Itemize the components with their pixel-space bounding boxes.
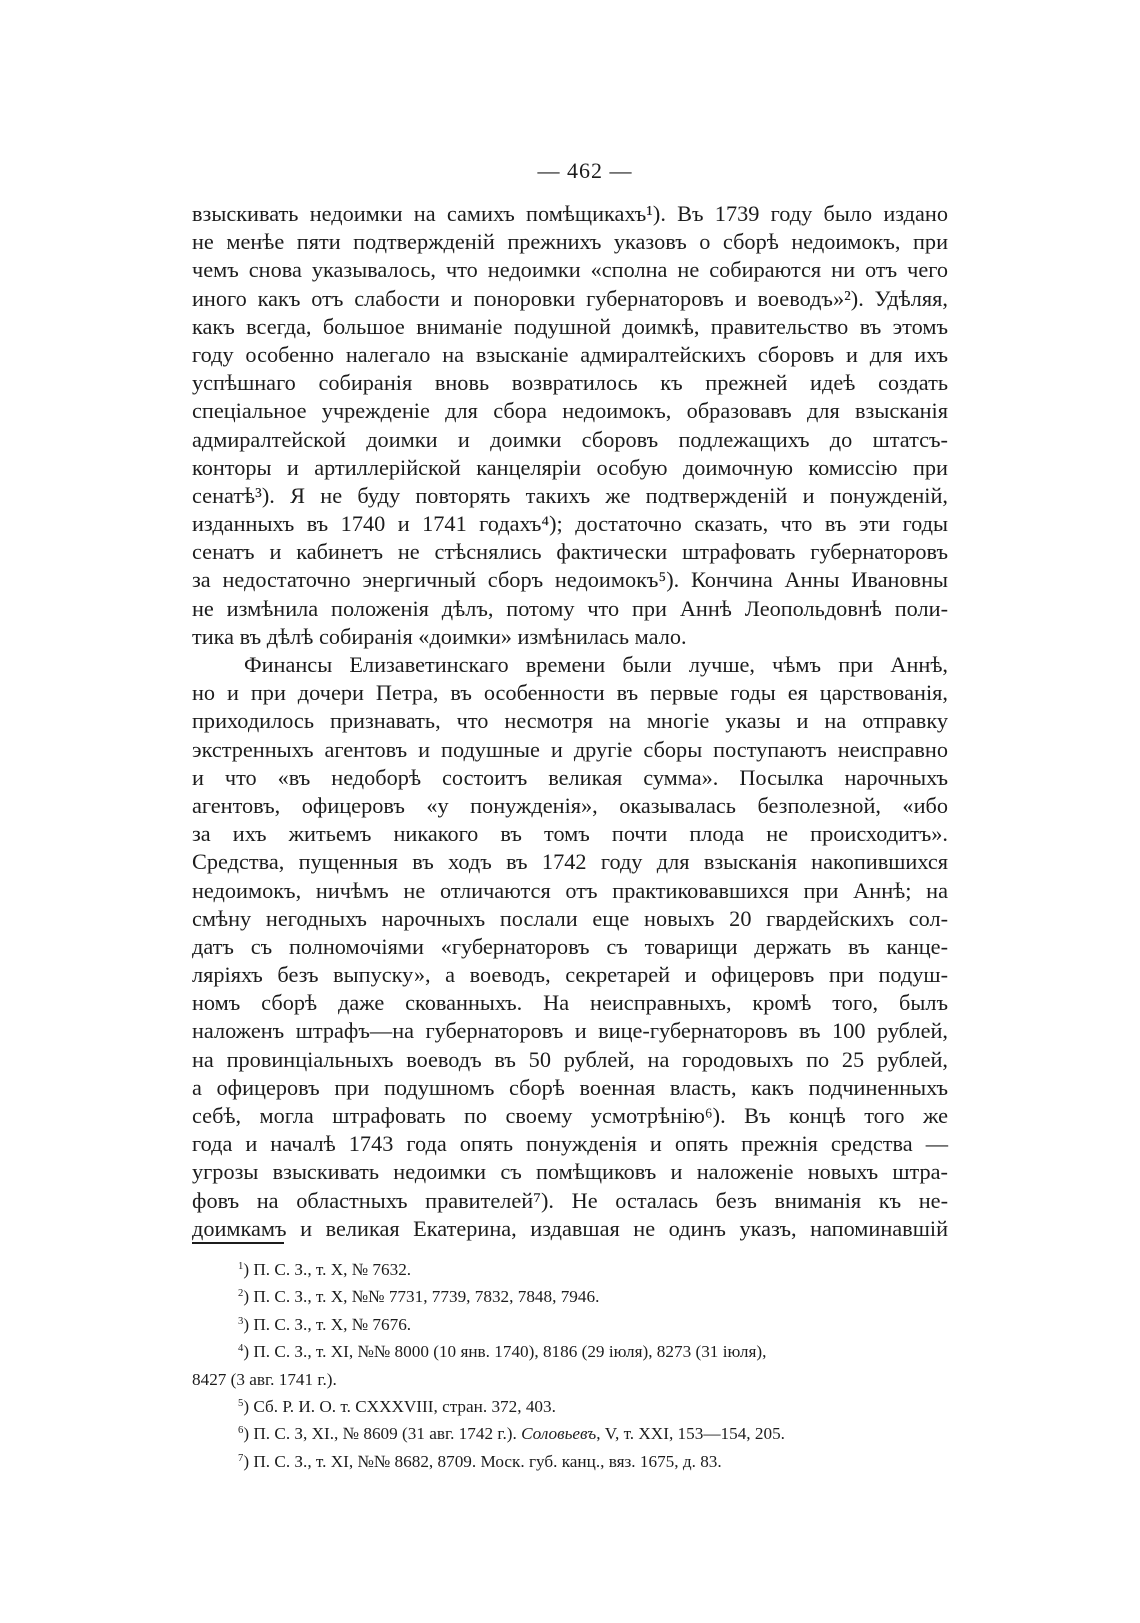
text-line: иного какъ отъ слабости и понорoвки губернаторовъ и воеводъ»²). Удѣляя,: [192, 285, 948, 311]
footnote-mark: 2: [238, 1288, 244, 1300]
footnote: $^6$) П. С. З, XI., № 8609 (31 авг. 1742 г.). Соловьевъ, V, т. XXI, 153—154, 205.: [238, 1424, 785, 1444]
text-line: на провинціальныхъ воеводъ въ 50 рублей, на городовыхъ по 25 рублей,: [192, 1046, 948, 1072]
text-line: конторы и артиллерійской канцеляріи особую доимочную комиссію при: [192, 454, 948, 480]
footnote: $^5$) Сб. Р. И. О. т. CXXXVIII, стран. 372, 403.: [238, 1396, 556, 1416]
text-line: Финансы Елизаветинскаго времени были лучше, чѣмъ при Аннѣ,: [244, 652, 948, 677]
footnote-text: П. С. З., т. X, № 7676.: [253, 1314, 412, 1334]
text-line: году особенно налегало на взысканіе адмиралтейскихъ сборовъ и для ихъ: [192, 341, 948, 367]
footnote: $^3$) П. С. З., т. X, № 7676.: [238, 1314, 412, 1334]
footnote-mark: 3: [238, 1315, 244, 1327]
footnote-mark: 1: [238, 1261, 244, 1273]
text-line: года и началѣ 1743 года опять понужденія и опять прежнія средства —: [192, 1131, 948, 1157]
text-line: не менѣе пяти подтвержденій прежнихъ указовъ о сборѣ недоимокъ, при: [192, 229, 948, 255]
footnote-mark: 4: [238, 1343, 244, 1355]
text-line: а офицеровъ при подушномъ сборѣ военная власть, какъ подчиненныхъ: [192, 1074, 948, 1100]
footnote-text: , V, т. XXI, 153—154, 205.: [596, 1424, 785, 1444]
footnote-mark: 7: [238, 1452, 244, 1464]
text-line: адмиралтейской доимки и доимки сборовъ подлежащихъ до штатсъ-: [192, 426, 948, 452]
text-line: Средства, пущенныя въ ходъ въ 1742 году для взысканія накопившихся: [192, 849, 948, 875]
footnote-text: П. С. З., т. X, № 7632.: [253, 1260, 412, 1279]
text-line: доимкамъ и великая Екатерина, издавшая не одинъ указъ, напоминавшій: [192, 1215, 948, 1241]
text-line: себѣ, могла штрафовать по своему усмотрѣнію⁶). Въ концѣ того же: [192, 1103, 948, 1128]
text-line: угрозы взыскивать недоимки съ помѣщиковъ и наложеніе новыхъ штра-: [192, 1159, 948, 1185]
text-line: наложенъ штрафъ—на губернаторовъ и вице-губернаторовъ въ 100 рублей,: [192, 1018, 948, 1044]
footnote: $^7$) П. С. З., т. XI, №№ 8682, 8709. Моск. губ. канц., вяз. 1675, д. 83.: [238, 1451, 722, 1471]
footnote-mark: 6: [238, 1425, 244, 1437]
text-line: чемъ снова указывалось, что недоимки «сполна не собираются ни отъ чего: [192, 257, 948, 283]
text-line: но и при дочери Петра, въ особенности въ первые годы ея царствованія,: [192, 680, 948, 706]
text-line: приходилось признавать, что несмотря на многіе указы и на отправку: [192, 708, 948, 734]
text-line: ляріяхъ безъ выпуску», а воеводъ, секретарей и офицеровъ при подуш-: [192, 962, 948, 988]
text-line: датъ съ полномочіями «губернаторовъ съ товарищи держать въ канце-: [192, 933, 948, 959]
text-line: какъ всегда, большое вниманіе подушной доимкѣ, правительство въ этомъ: [192, 313, 948, 339]
text-line: взыскивать недоимки на самихъ помѣщикахъ¹). Въ 1739 году было издано: [192, 201, 948, 226]
text-line: сенатѣ³). Я не буду повторять такихъ же подтвержденій и понужденій,: [192, 482, 948, 508]
text-line: сенатъ и кабинетъ не стѣснялись фактически штрафовать губернаторовъ: [192, 539, 948, 565]
footnote-continuation: [192, 1366, 948, 1393]
page-number: — 462 —: [537, 158, 633, 183]
text-line: недоимокъ, ничѣмъ не отличаются отъ практиковавшихся при Аннѣ; на: [192, 877, 948, 903]
text-line: тика въ дѣлѣ собиранія «доимки» измѣнилась мало.: [192, 623, 687, 649]
footnote-text: Сб. Р. И. О. т. CXXXVIII, стран. 372, 403.: [253, 1396, 556, 1416]
footnotes: [192, 1256, 948, 1475]
text-line: смѣну негодныхъ нарочныхъ послали еще новыхъ 20 гвардейскихъ сол-: [192, 905, 948, 931]
footnote-divider: [192, 1242, 284, 1244]
main-text: [192, 200, 948, 1243]
footnote-mark: 5: [238, 1398, 244, 1410]
footnote: $^2$) П. С. З., т. X, №№ 7731, 7739, 7832, 7848, 7946.: [238, 1287, 600, 1307]
footnote: $^4$) П. С. З., т. XI, №№ 8000 (10 янв. 1740), 8186 (29 іюля), 8273 (31 іюля),: [238, 1342, 767, 1362]
text-line: за ихъ житьемъ никакого въ томъ почти плода не происходитъ».: [192, 821, 948, 847]
footnote-text: П. С. З., т. X, №№ 7731, 7739, 7832, 7848, 7946.: [253, 1287, 600, 1307]
text-line: спеціальное учрежденіе для сбора недоимокъ, образовавъ для взысканія: [192, 398, 948, 424]
paragraph-1: [192, 200, 948, 651]
text-line: агентовъ, офицеровъ «у понужденія», оказывалась безполезной, «ибо: [192, 792, 948, 818]
footnote-text: П. С. З., т. XI, №№ 8000 (10 янв. 1740), 8186 (29 іюля), 8273 (31 іюля),: [253, 1342, 767, 1362]
footnote-text: П. С. З, XI., № 8609 (31 авг. 1742 г.).: [253, 1424, 522, 1444]
text-line: изданныхъ въ 1740 и 1741 годахъ⁴); достаточно сказать, что въ эти годы: [192, 511, 948, 537]
text-line: фовъ на областныхъ правителей⁷). Не осталась безъ вниманія къ не-: [192, 1187, 948, 1213]
footnote-text: 8427 (3 авг. 1741 г.).: [192, 1369, 337, 1389]
paragraph-2: [192, 651, 948, 1243]
text-line: успѣшнаго собиранія вновь возвратилось къ прежней идеѣ создать: [192, 370, 948, 396]
text-line: экстренныхъ агентовъ и подушные и другіе сборы поступаютъ неисправно: [192, 736, 948, 762]
author-name: Соловьевъ: [521, 1424, 597, 1444]
text-line: не измѣнила положенія дѣлъ, потому что при Аннѣ Леопольдовнѣ поли-: [192, 595, 948, 621]
text-line: номъ сборѣ даже скованныхъ. На неисправныхъ, кромѣ того, былъ: [192, 990, 948, 1016]
text-line: и что «въ недоборѣ состоитъ великая сумма». Посылка нарочныхъ: [192, 764, 948, 790]
footnote-text: П. С. З., т. XI, №№ 8682, 8709. Моск. губ. канц., вяз. 1675, д. 83.: [253, 1451, 722, 1471]
footnote: $^1$) П. С. З., т. X, № 7632.: [238, 1260, 412, 1279]
text-line: за недостаточно энергичный сборъ недоимокъ⁵). Кончина Анны Ивановны: [192, 567, 948, 593]
